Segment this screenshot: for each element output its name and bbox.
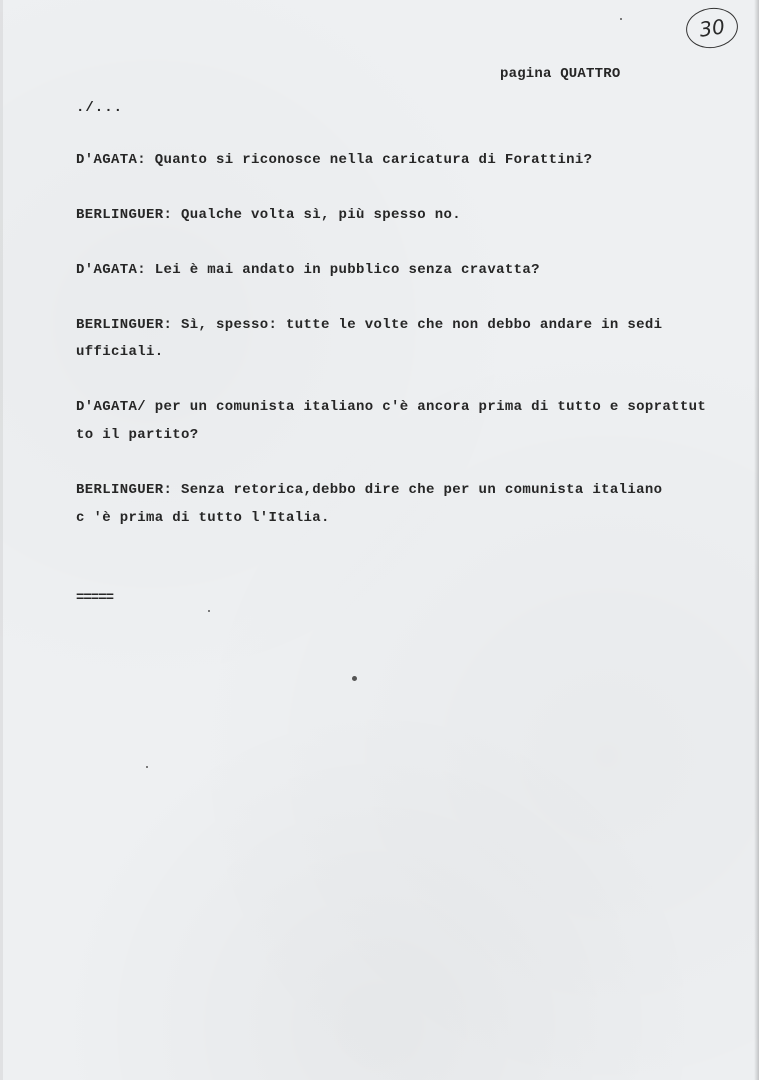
question-line: D'AGATA: Lei è mai andato in pubblico senza cravatta?	[76, 262, 540, 278]
answer-line-continued: ufficiali.	[76, 344, 164, 360]
answer-line-continued: c 'è prima di tutto l'Italia.	[76, 510, 330, 526]
ink-speck	[352, 676, 357, 681]
page-label: pagina QUATTRO	[500, 66, 621, 82]
question-line: D'AGATA/ per un comunista italiano c'è ancora prima di tutto e soprattut	[76, 399, 707, 415]
page-edge-left	[0, 0, 3, 1080]
continuation-mark: ./...	[76, 100, 124, 116]
archive-number: 30	[697, 14, 727, 42]
question-line: D'AGATA: Quanto si riconosce nella caricatura di Forattini?	[76, 152, 593, 168]
page-edge-right	[754, 0, 759, 1080]
ink-speck	[146, 766, 148, 768]
ink-speck	[620, 18, 622, 20]
answer-line: BERLINGUER: Sì, spesso: tutte le volte che non debbo andare in sedi	[76, 317, 663, 333]
answer-line: BERLINGUER: Qualche volta sì, più spesso no.	[76, 207, 462, 223]
question-line-continued: to il partito?	[76, 427, 199, 443]
answer-line: BERLINGUER: Senza retorica,debbo dire che per un comunista italiano	[76, 482, 663, 498]
archive-number-stamp	[683, 5, 740, 52]
ink-speck	[208, 610, 210, 612]
end-mark: =====	[76, 590, 114, 606]
